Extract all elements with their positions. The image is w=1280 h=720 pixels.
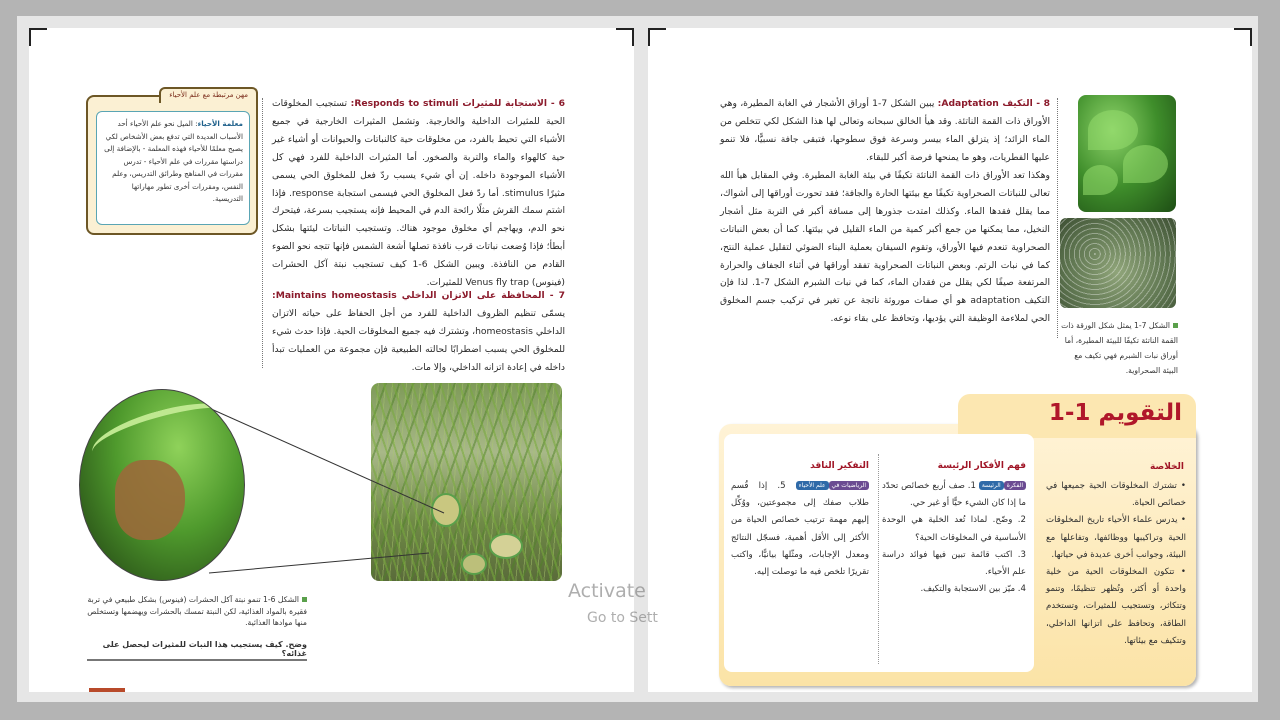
left-page bbox=[29, 28, 634, 692]
main-idea-badge: الفكرة bbox=[1004, 481, 1026, 490]
idea-text: 3. اكتب قائمة تبين فيها فوائد دراسة علم الأحياء. bbox=[882, 549, 1026, 578]
idea-item bbox=[882, 547, 1026, 581]
summary-item: • تشترك المخلوقات الحية جميعها في خصائص الحياة. bbox=[1046, 481, 1186, 509]
flytrap-closeup-photo bbox=[79, 389, 245, 581]
crop-mark bbox=[1234, 28, 1252, 46]
section-6-text: تستجيب المخلوقات الحية للمثيرات الداخلية والخارجية. وتشمل المثيرات الخارجية في جميع الأشياء التي تحيط بالفرد، من مخلوقات حية كالنباتات والحيوانات أو أشياء غير حية كالهواء والماء والتربة والصخور. أما المثيرات الداخلية للفرد فهي كل الأشياء الموجودة داخله. إن أي شيء يسبب ردّ فعل للمخلوق الحي يسمى مثيرًا stimulus. أما ردّ فعل المخلوق الحي فيسمى استجابة response. فإذا اشتم سمك القرش مثلًا رائحة الدم في المحيط فإنه يستجيب بسرعة، فيتحرك نحو الدم، ويهاجم أي مخلوق موجود هناك. وتستجيب النباتات ليئتها بشكل أبطأ؛ فإذا وُضعت نباتات قرب نافذة تصلها أشعة الشمس فإنها تتجه نحو الضوء القادم من النافذة. ويبين الشكل 6-1 كيف تستجيب نبتة آكل الحشرات (فينوس) Venus fly trap للمثيرات. bbox=[272, 98, 565, 289]
page-footer-mark bbox=[89, 688, 125, 692]
zoom-lines bbox=[29, 28, 634, 692]
summary-text: تتكون المخلوقات الحية من خلية واحدة أو أكثر، وتُظهر تنظيمًا، وتنمو وتتكاثر، وتستجيب للمثيرات، وتستخدم الطاقة، وتحافظ على اتزانها الداخلي، وتتكيف مع بيئاتها. bbox=[1046, 567, 1186, 646]
activation-watermark-sub: Go to Sett bbox=[587, 610, 658, 626]
summary-item: • يدرس علماء الأحياء تاريخ المخلوقات الحية وتراكيبها ووظائفها، وتفاعلها مع البيئة، وجوانب أخرى عديدة في حياتها. bbox=[1046, 515, 1186, 560]
caption-bullet bbox=[1173, 323, 1178, 328]
caption-text: الشكل 6-1 تنمو نبتة آكل الحشرات (فينوس) بشكل طبيعي في تربة فقيرة بالمواد الغذائية، لكن النبتة تمسك بالحشرات ويهضمها وتستخلص منها موادها الغذائية. bbox=[87, 595, 307, 627]
critical-heading: التفكير الناقد bbox=[810, 461, 869, 471]
section-6-title: 6 - الاستجابة للمثيرات Responds to stimuli: bbox=[350, 98, 566, 109]
section-8-paragraph-2: وهكذا تعد الأوراق ذات القمة الناتئة تكيفًا في بيئة الغابة المطيرة. وفي المقابل هيأ الله تعالى للنباتات الصحراوية تكيفًا مع بيئتها الحارة والجافة؛ فقد تحورت أوراقها إلى أشواك، مما يقلل فقدها الماء. وكذلك امتدت جذورها إلى مسافة أكبر في التربة مثل أشجار النخيل، مما يمكنها من جمع أكبر كمية من الماء القليل في بيئتها. كما أن بعض النباتات الصحراوية تنعدم فيها الأوراق، وتقوم السيقان بعملية البناء الضوئي لتقليل عملية النتح، كما في نبات الرتم. وبعض النباتات الصحراوية تفقد أوراقها في أثناء الجفاف والحرارة المرتفعة صيفًا لكي يقلل من فقدان الماء، كما في نبات الشبرم الشكل 7-1. لذا فإن التكيف adaptation هو أي صفات موروثة ناتجة عن تغير في تركيب جسم المخلوق الحي لملاءمة الوظيفة التي يؤديها، وتحافظ على بقاء نوعه. bbox=[720, 170, 1050, 325]
figure-question: وضح. كيف يستجيب هذا النبات للمثيرات ليحصل على غذائه؟ bbox=[87, 640, 307, 661]
section-8-text: يبين الشكل 7-1 أوراق الأشجار في الغابة المطيرة، وهي الأوراق ذات القمة الناتئة. وقد هيأ الخالق سبحانه وتعالى لها هذا الشكل لكي تتخلص من الماء الزائد؛ إذ يتزلق الماء بيسر وسرعة فوق سطوحها، فتبقى جافة نسبيًّا، فلا تنمو عليها الفطريات، وهو ما يمنحها فرصة أكبر للبقاء. bbox=[720, 98, 1050, 163]
section-8-paragraph bbox=[720, 95, 1050, 167]
main-idea-badge: الرئيسة bbox=[979, 481, 1004, 490]
critical-text: 5. إذا قُسم طلاب صفك إلى مجموعتين، ووُكِّل إليهم مهمة ترتيب خصائص الحياة من الأكثر إلى الأقل أهمية، فسجّل النتائج ومعدل الإجابات، ومثّلها بيانيًّا، واكتب تقريرًا تلخص فيه ما توصلت إليه. bbox=[731, 481, 869, 578]
activation-watermark: Activate bbox=[568, 580, 646, 602]
section-8-title: 8 - التكيف Adaptation: bbox=[937, 98, 1050, 109]
career-text: معلمة الأحياء: الميل نحو علم الأحياء أحد الأسباب العديدة التي تدفع بعض الأشخاص لكي يصبح معلمًا للأحياء فهذه المعلمة - بالإضافة إلى دراستها مقررات في علم الأحياء - تدرس مقررات في المناهج وطرائق التدريس، وعلم النفس، ومقررات أخرى تطور مهاراتها التدريسية. bbox=[104, 119, 243, 203]
figure-1-6-caption bbox=[87, 594, 307, 629]
ideas-heading: فهم الأفكار الرئيسة bbox=[937, 461, 1026, 471]
rainforest-leaves-photo bbox=[1078, 95, 1176, 212]
leaf bbox=[1123, 145, 1168, 183]
section-7-title: 7 - المحافظة على الاتزان الداخلي Maintains homeostasis: bbox=[272, 290, 565, 301]
figure-1-7-caption bbox=[1058, 318, 1178, 378]
insect-image bbox=[115, 460, 185, 540]
section-7-text: يسمّى تنظيم الظروف الداخلية للفرد من أجل الحفاظ على حياته الاتزان الداخلي homeostasis، وتشترك فيه جميع المخلوقات الحية. فإذا حدث شيء للمخلوق الحي يسبب اضطرابًا لحالته الطبيعية فإن مجموعة من العمليات تبدأ داخله في إعادة اتزانه الداخلي، وإلا مات. bbox=[272, 307, 565, 373]
critical-question bbox=[731, 478, 869, 581]
idea-text: 4. ميّز بين الاستجابة والتكيف. bbox=[920, 584, 1026, 595]
career-heading: معلمة الأحياء bbox=[197, 119, 243, 128]
idea-text: 1. صف أربع خصائص تحدّد ما إذا كان الشيء حيًّا أو غير حي. bbox=[882, 481, 1026, 509]
summary-heading: الخلاصة bbox=[1150, 462, 1184, 472]
summary-item: • تتكون المخلوقات الحية من خلية واحدة أو أكثر، وتُظهر تنظيمًا، وتنمو وتتكاثر، وتستجيب للمثيرات، وتستخدم الطاقة، وتحافظ على اتزانها الداخلي، وتتكيف مع بيئاتها. bbox=[1046, 567, 1186, 646]
caption-text: الشكل 7-1 يمثل شكل الورقة ذات القمة الناتئة تكيفًا للبيئة المطيرة، أما أوراق نبات الشبرم فهي تكيف مع البيئة الصحراوية. bbox=[1061, 321, 1178, 375]
career-body: الميل نحو علم الأحياء أحد الأسباب العديدة التي تدفع بعض الأشخاص لكي يصبح معلمًا للأحياء فهذه المعلمة - بالإضافة إلى دراستها مقررات في علم الأحياء - تدرس مقررات في المناهج وطرائق التدريس، وعلم النفس، ومقررات أخرى تطور مهاراتها التدريسية. bbox=[104, 119, 243, 203]
summary-text: تشترك المخلوقات الحية جميعها في خصائص الحياة. bbox=[1046, 481, 1186, 509]
crop-mark bbox=[648, 28, 666, 46]
questions-panel bbox=[724, 434, 1034, 672]
career-tab-label: مهن مرتبطة مع علم الأحياء bbox=[159, 87, 258, 103]
column-divider bbox=[1057, 98, 1058, 338]
ideas-list bbox=[882, 478, 1026, 598]
idea-item bbox=[882, 478, 1026, 512]
summary-list bbox=[1046, 478, 1186, 650]
leaf bbox=[1088, 110, 1138, 150]
idea-item bbox=[882, 581, 1026, 598]
caption-bullet bbox=[302, 597, 307, 602]
assessment-box bbox=[719, 400, 1196, 686]
panel-divider bbox=[878, 454, 879, 664]
math-badge: الرياضيات في bbox=[829, 481, 869, 490]
assessment-title: التقويم 1-1 bbox=[1048, 400, 1182, 426]
desert-shrub-photo bbox=[1060, 218, 1176, 308]
idea-text: 2. وضّح. لماذا تُعد الخلية هي الوحدة الأساسية في المخلوقات الحية؟ bbox=[882, 515, 1026, 543]
math-badge: علم الأحياء bbox=[796, 481, 829, 490]
leaf bbox=[1083, 165, 1118, 195]
right-page bbox=[648, 28, 1252, 692]
idea-item bbox=[882, 512, 1026, 546]
summary-text: يدرس علماء الأحياء تاريخ المخلوقات الحية وتراكيبها ووظائفها، وتفاعلها مع البيئة، وجوانب أخرى عديدة في حياتها. bbox=[1046, 515, 1186, 560]
